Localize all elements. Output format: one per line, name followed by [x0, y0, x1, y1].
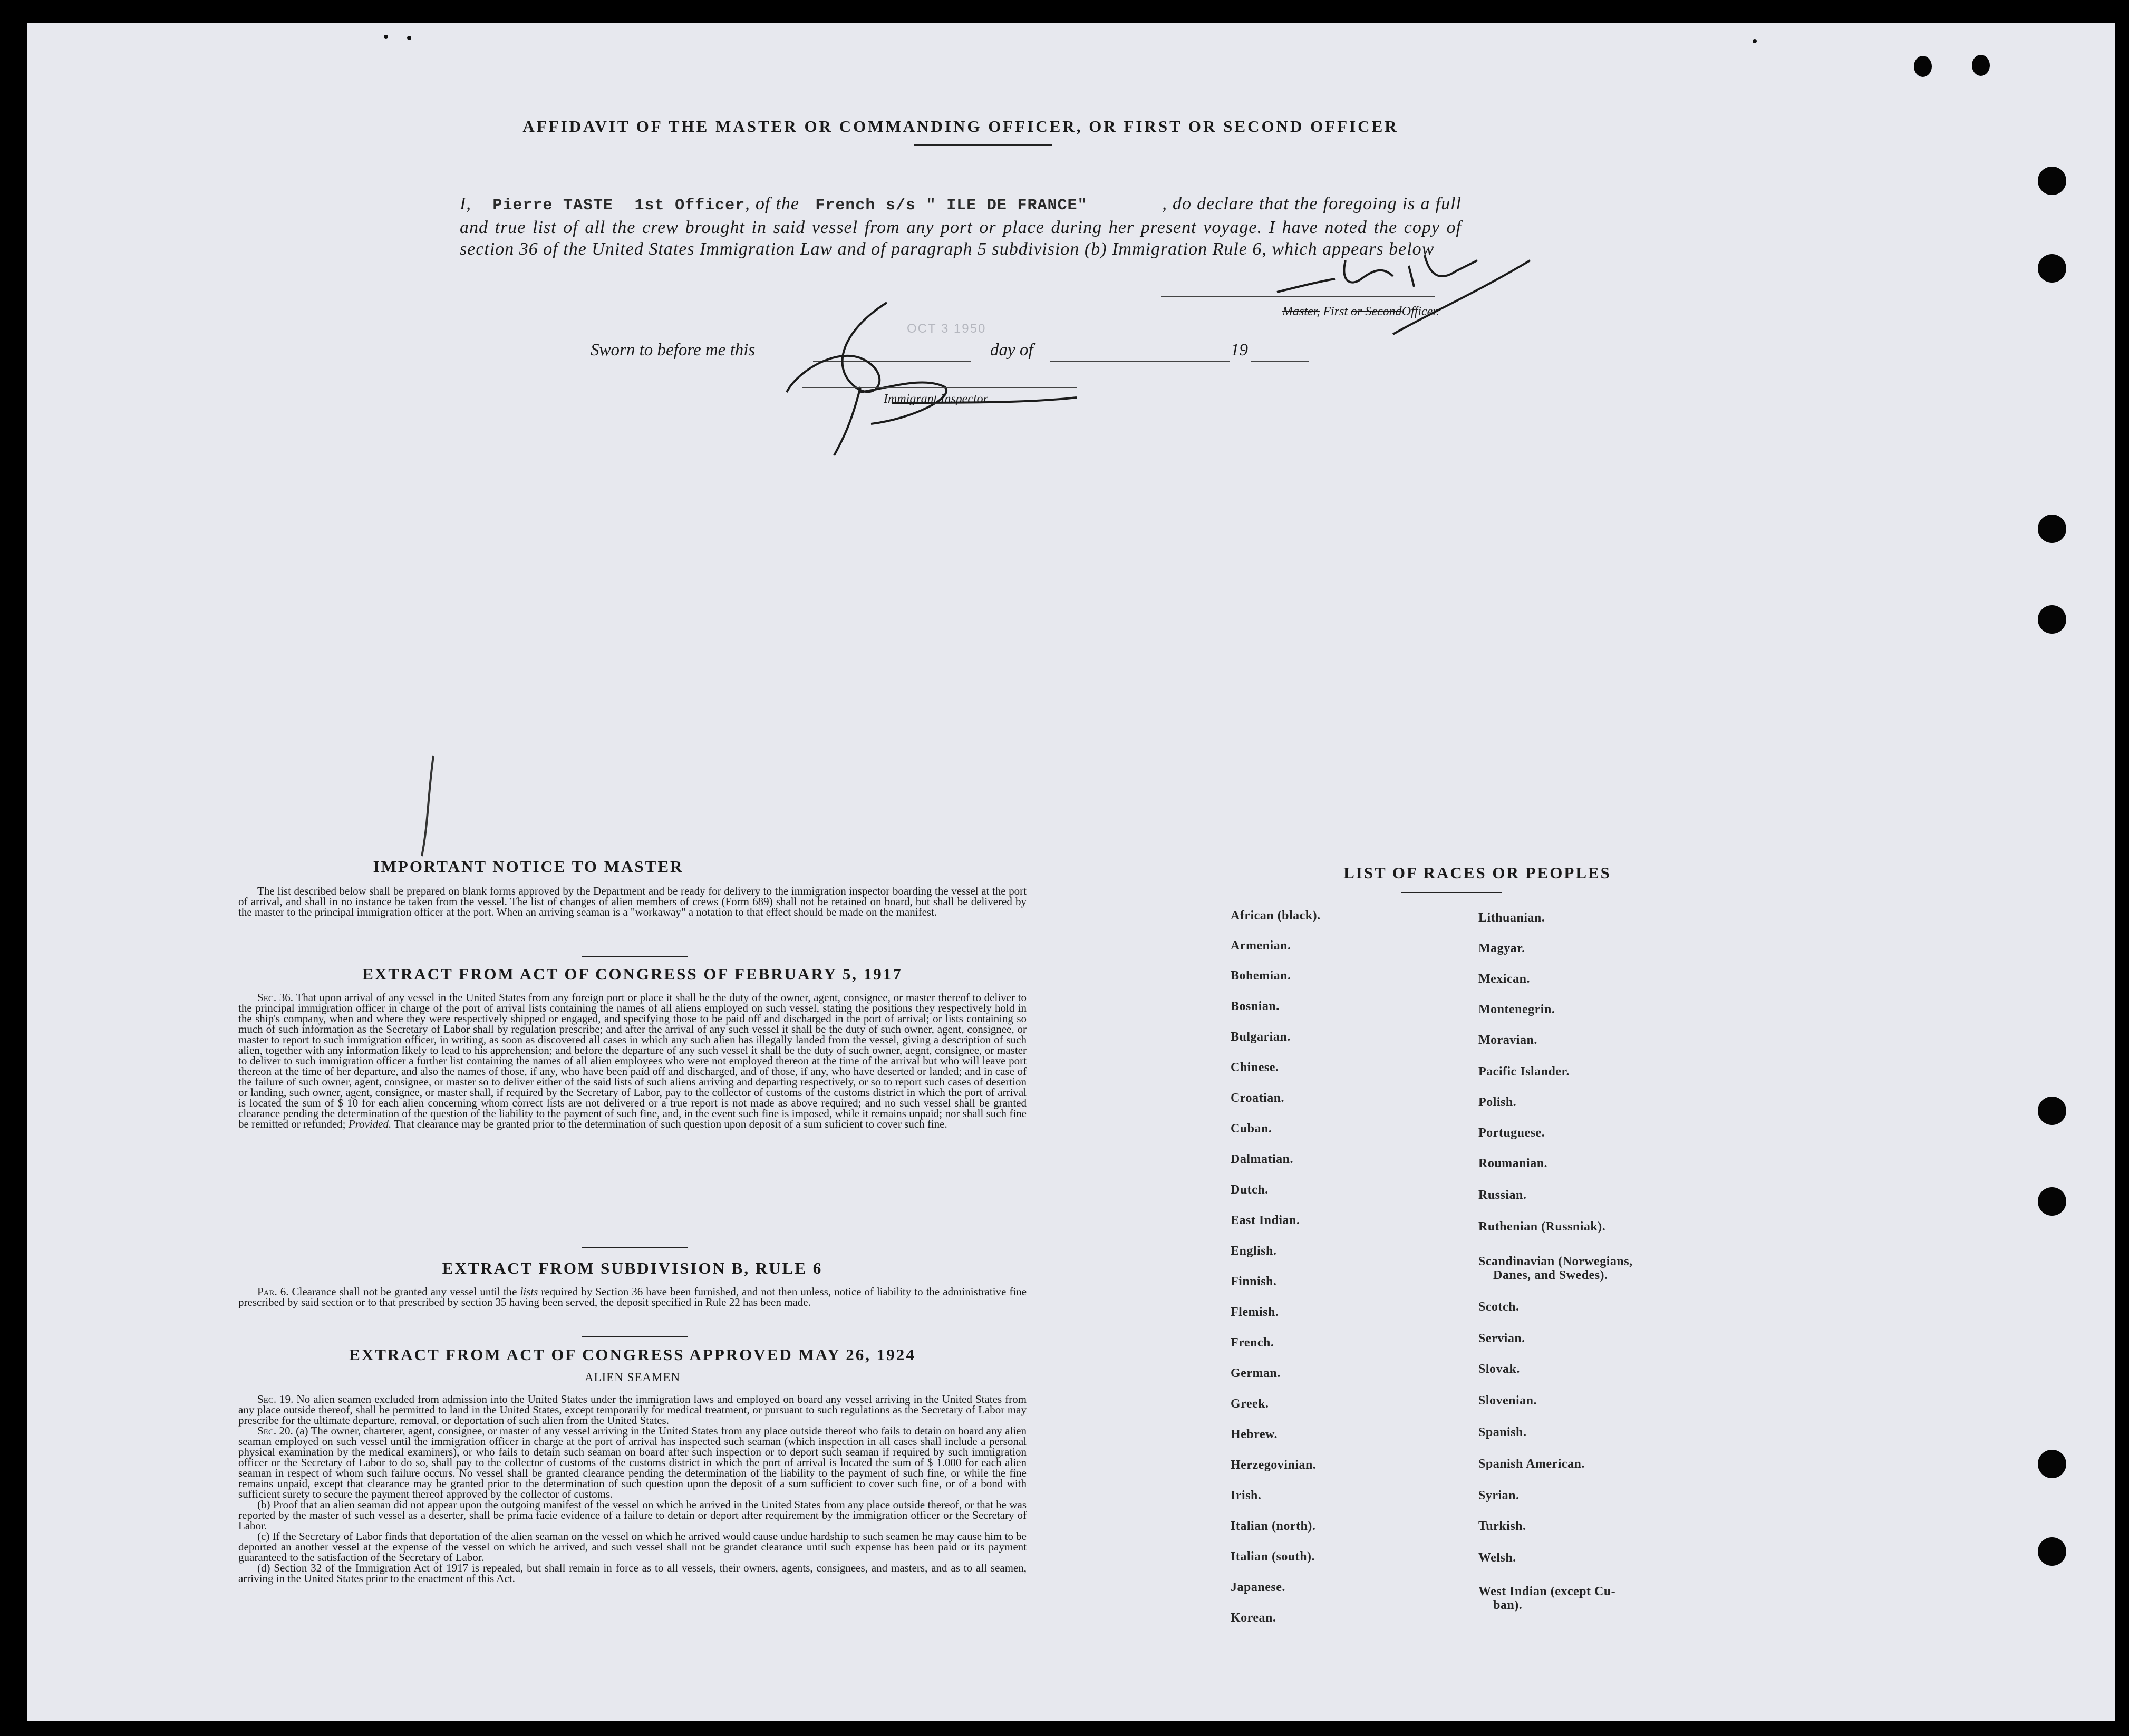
race-item: Russian. [1478, 1188, 1527, 1202]
extract2-text-b: required by Section 36 have been furnished, and not then unless, notice of liability to the administrative fine prescribed by said section or to that prescribed by section 35 having been served, the deposit specified in Rule 22 has been made. [238, 1285, 1027, 1308]
extract1-provided: Provided. [348, 1118, 392, 1130]
extract3-sec20a [238, 1425, 1027, 1499]
extract2-lists: lists [520, 1285, 538, 1298]
race-item: Turkish. [1478, 1519, 1526, 1533]
officer-signature-line [1161, 296, 1435, 297]
extract2-paragraph [238, 1286, 1027, 1307]
race-item: English. [1231, 1244, 1277, 1258]
decl-of-the: , of the [745, 194, 799, 214]
race-item: Croatian. [1231, 1091, 1285, 1105]
year-blank-line [1251, 361, 1309, 362]
punch-hole [1972, 55, 1990, 76]
punch-hole [2038, 254, 2066, 283]
race-item: Armenian. [1231, 939, 1291, 953]
race-item: Pacific Islander. [1478, 1065, 1570, 1079]
extract2-text-a: Clearance shall not be granted any vessel until the [292, 1285, 517, 1298]
extract1-text: That upon arrival of any vessel in the United States from any foreign port or place it shall be the duty of the owner, agent, consignee, or master thereof to deliver to the principal immigration officer in charge of the port of arrival lists containing the names of all aliens employed on such vessel, stating the positions they respectively hold in the ship's company, when and where they were respectively shipped or engaged, and specifying those to be paid off and discharged in the port of arrival; or lists containing so much of such information as the Secretary of Labor shall by regulation prescribe; and after the arrival of any such vessel it shall be the duty of such owner, agent, consignee, or master to report to such immigration officer, in writing, as soon as discovered all cases in which any such alien has illegally landed from the vessel, giving a description of such alien, together with any information likely to lead to his apprehension; and before the departure of any such vessel it shall be the duty of such owner, aegnt, consignee, or master to deliver to such immigration officer a further list containing the names of all alien employees who were not employed thereon at the time of the arrival but who will leave port thereon at the time of her departure, and also the names of those, if any, who have been paid off and discharged, and of those, if any, who have deserted or landed; and in case of the failure of such owner, agent, consignee, or master so to deliver either of the said lists of such aliens arriving and departing respectively, or so to report such cases of desertion or landing, such owner, agent, consignee, or master shall, if required by the Secretary of Labor, pay to the collector of customs of the customs district in which the port of arrival is located the sum of $ 10 for each alien concerning whom correct lists are not delivered or a true report is not made as above required; and no such vessel shall be granted clearance pending the determination of the question of the liability to the payment of such fine, and, in the event such fine is imposed, while it remains unpaid; nor shall such fine be remitted or refunded; [238, 991, 1027, 1130]
extract3-sec20c: (c) If the Secretary of Labor finds that deportation of the alien seaman on the vessel on which he arrived would cause undue hardship to such seamen he may cause him to be deported an another vessel at the expense of the vessel on which he arrived, and such vessel shall not be grandet clearance until such expense has been paid or its payment guaranteed to the satisfaction of the Secretary of Labor. [238, 1530, 1027, 1564]
signer-title [1282, 305, 1439, 319]
speck [384, 35, 388, 39]
speck [1753, 39, 1757, 43]
race-item: ban). [1493, 1598, 1523, 1612]
race-item: Irish. [1231, 1489, 1262, 1502]
sworn-text: Sworn to before me this [591, 341, 756, 360]
race-item: German. [1231, 1366, 1281, 1380]
race-item: Chinese. [1231, 1061, 1279, 1074]
race-item: Herzegovinian. [1231, 1458, 1317, 1472]
race-item: Bohemian. [1231, 969, 1291, 983]
race-item: Spanish American. [1478, 1457, 1585, 1471]
divider [582, 1336, 688, 1337]
race-item: Hebrew. [1231, 1428, 1278, 1441]
race-item: Welsh. [1478, 1551, 1516, 1565]
punch-hole [2038, 167, 2066, 195]
extract2-par: Par. 6. [257, 1285, 289, 1298]
race-item: Montenegrin. [1478, 1003, 1555, 1016]
extract3-subtitle: ALIEN SEAMEN [584, 1371, 681, 1384]
sec20-label: Sec. 20. [257, 1424, 293, 1437]
race-item: Dalmatian. [1231, 1152, 1293, 1166]
inspector-title: Immigrant Inspector. [884, 392, 990, 406]
race-item: Moravian. [1478, 1033, 1537, 1047]
race-item: Korean. [1231, 1611, 1276, 1625]
inspector-signature-line [802, 387, 1077, 388]
race-item: Cuban. [1231, 1122, 1272, 1136]
extract3-body [238, 1394, 1027, 1584]
punch-hole [2038, 1187, 2066, 1216]
pencil-mark [418, 751, 439, 861]
punch-hole [2038, 1450, 2066, 1478]
race-item: Ruthenian (Russniak). [1478, 1220, 1606, 1234]
punch-hole [1914, 56, 1932, 77]
race-item: African (black). [1231, 909, 1321, 923]
decl-i: I, [460, 194, 471, 214]
race-item: Mexican. [1478, 972, 1530, 986]
speck [407, 36, 411, 40]
race-item: Scandinavian (Norwegians, [1478, 1255, 1633, 1268]
races-title: LIST OF RACES OR PEOPLES [1343, 864, 1611, 882]
race-item: Portuguese. [1478, 1126, 1545, 1140]
extract3-title: EXTRACT FROM ACT OF CONGRESS APPROVED MAY 26, 1924 [349, 1345, 916, 1364]
inspector-signature [755, 271, 1103, 461]
race-item: Magyar. [1478, 942, 1525, 955]
day-of-text: day of [990, 341, 1033, 360]
extract1-text-end: That clearance may be granted prior to the determination of such question upon deposit of a sum suficient to cover such fine. [394, 1118, 947, 1130]
extract2-body [238, 1286, 1027, 1307]
decl-rest: , do declare that the foregoing is a full and true list of all the crew brought in said vessel from any port or place during her present voyage. I have noted the copy of section 36 of the United States Immigration Law and of paragraph 5 subdivision (b) Immigration Rule 6, which appears below [460, 194, 1462, 259]
race-item: Slovak. [1478, 1362, 1520, 1376]
divider [582, 1247, 688, 1248]
punch-hole [2038, 515, 2066, 543]
race-item: Spanish. [1478, 1425, 1527, 1439]
extract1-body [238, 992, 1027, 1129]
race-item: East Indian. [1231, 1214, 1300, 1227]
race-item: West Indian (except Cu- [1478, 1585, 1616, 1598]
race-item: French. [1231, 1336, 1274, 1350]
race-item: Bosnian. [1231, 1000, 1280, 1013]
race-item: Greek. [1231, 1397, 1269, 1411]
race-item: Danes, and Swedes). [1493, 1268, 1608, 1282]
extract1-paragraph [238, 992, 1027, 1129]
divider [582, 956, 688, 957]
year-text: 19 [1231, 341, 1248, 360]
extract2-title: EXTRACT FROM SUBDIVISION B, RULE 6 [442, 1259, 823, 1277]
signer-master-struck: Master, [1282, 305, 1320, 318]
typed-rank: 1st Officer [634, 197, 746, 215]
race-item: Dutch. [1231, 1183, 1269, 1197]
sec19-text: No alien seamen excluded from admission into the United States under the immigration laws and employed on board any vessel arriving in the United States from any place outside thereof, shall be permitted to land in the United States, except temporarily for medical treatment, or pursuant to such regulations as the Secretary of Labor may prescribe for the ultimate departure, removal, or deportation of such alien from the United States. [238, 1393, 1027, 1427]
extract3-sec20d: (d) Section 32 of the Immigration Act of 1917 is repealed, but shall remain in force as to all vessels, their owners, agents, consignees, and masters, and as to all seamen, arriving in the United States prior to the enactment of this Act. [238, 1562, 1027, 1585]
race-item: Bulgarian. [1231, 1030, 1291, 1044]
typed-name: Pierre TASTE [492, 197, 614, 215]
race-item: Lithuanian. [1478, 911, 1545, 925]
extract1-title: EXTRACT FROM ACT OF CONGRESS OF FEBRUARY 5, 1917 [362, 965, 903, 983]
race-item: Italian (north). [1231, 1519, 1316, 1533]
signer-second-struck: or Second [1351, 305, 1402, 318]
extract3-sec20b: (b) Proof that an alien seaman did not appear upon the outgoing manifest of the vessel on which he arrived in the United States from any place outside thereof, or that he was reported by the master of such vessel as a deserter, shall be prima facie evidence of a failure to detain or deport after requirement by the immigration officer or the Secretary of Labor. [238, 1498, 1027, 1532]
document-page [27, 23, 2115, 1721]
race-item: Roumanian. [1478, 1157, 1548, 1170]
race-item: Slovenian. [1478, 1394, 1537, 1408]
punch-hole [2038, 605, 2066, 634]
typed-vessel: French s/s " ILE DE FRANCE" [815, 197, 1088, 215]
punch-hole [2038, 1537, 2066, 1566]
affidavit-title: AFFIDAVIT OF THE MASTER OR COMMANDING OFFICER, OR FIRST OR SECOND OFFICER [522, 117, 1399, 135]
race-item: Italian (south). [1231, 1550, 1315, 1564]
notice-body [238, 886, 1027, 917]
race-item: Servian. [1478, 1332, 1525, 1345]
notice-paragraph: The list described below shall be prepared on blank forms approved by the Department and be ready for delivery to the immigration inspector boarding the vessel at the port of arrival, and shall in no instance be taken from the vessel. The list of changes of alien members of crews (Form 689) shall not be retained on board, but shall be delivered by the master to the principal immigration officer at the port. When an arriving seaman is a "workaway" a notation to that effect should be made on the manifest. [238, 885, 1027, 918]
extract3-sec19 [238, 1394, 1027, 1425]
title-underline [914, 144, 1052, 146]
race-item: Scotch. [1478, 1300, 1520, 1314]
sec20a-text: (a) The owner, charterer, agent, consignee, or master of any vessel arriving in the United States from any place outside thereof who fails to detain on board any alien seaman employed on such vessel until the immigration officer in charge at the port of arrival has inspected such seaman (which inspection in all cases shall include a personal physical examination by the medical examiners), or who fails to detain such seaman on board after such inspection or to deport such seaman if required by such immigration officer or the Secretary of Labor to do so, shall pay to the collector of customs of the customs district in which the port of arrival is located the sum of $ 1.000 for each alien seaman in respect of whom such failure occurs. No vessel shall be granted clearance pending the determination of the liability to the payment of such fine, or while the fine remains unpaid, except that clearance may be granted prior to the determination of such question upon the deposit of a sum sufficient to cover such fine, or of a bond with sufficient surety to secure the payment thereof approved by the collector of customs. [238, 1424, 1027, 1500]
race-item: Finnish. [1231, 1275, 1277, 1288]
race-item: Flemish. [1231, 1305, 1279, 1319]
race-item: Polish. [1478, 1095, 1517, 1109]
race-item: Syrian. [1478, 1489, 1520, 1502]
sec19-label: Sec. 19. [257, 1393, 294, 1405]
races-underline [1401, 892, 1502, 893]
punch-hole [2038, 1097, 2066, 1125]
notice-title: IMPORTANT NOTICE TO MASTER [373, 857, 684, 876]
extract1-sec: Sec. 36. [257, 991, 294, 1004]
date-stamp: OCT 3 1950 [907, 322, 986, 336]
race-item: Japanese. [1231, 1580, 1285, 1594]
signer-first: First [1323, 305, 1348, 318]
signer-officer: Officer. [1401, 305, 1440, 318]
